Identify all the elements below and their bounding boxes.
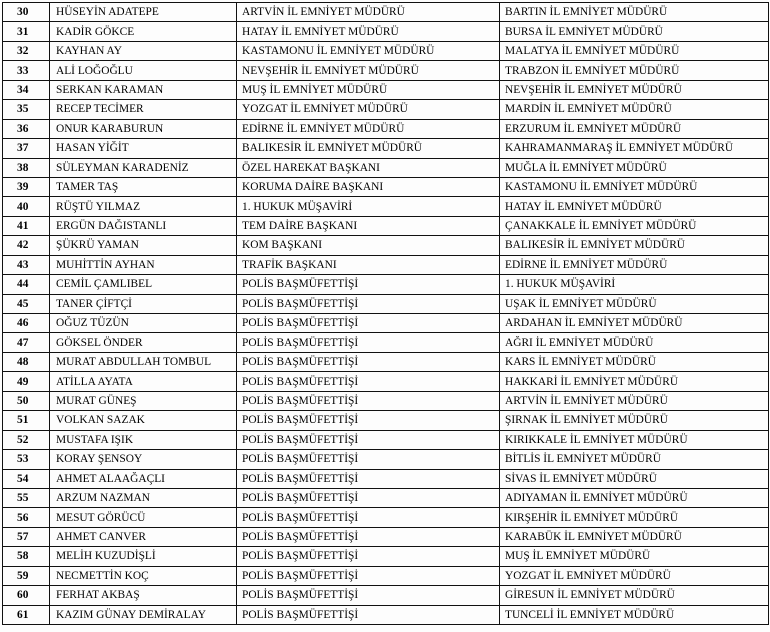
row-number-cell: 57 (3, 527, 50, 546)
new-post-cell: EDİRNE İL EMNİYET MÜDÜRÜ (500, 255, 769, 274)
current-post-cell: POLİS BAŞMÜFETTİŞİ (237, 488, 500, 507)
current-post-cell: POLİS BAŞMÜFETTİŞİ (237, 450, 500, 469)
person-name-cell: MUSTAFA IŞIK (50, 430, 237, 449)
current-post-cell: ARTVİN İL EMNİYET MÜDÜRÜ (237, 3, 500, 22)
table-row (3, 411, 769, 430)
row-number-cell: 45 (3, 294, 50, 313)
new-post-cell: KASTAMONU İL EMNİYET MÜDÜRÜ (500, 177, 769, 196)
row-number-cell: 30 (3, 3, 50, 22)
person-name-cell: TAMER TAŞ (50, 177, 237, 196)
person-name-cell: KORAY ŞENSOY (50, 450, 237, 469)
row-number-cell: 50 (3, 391, 50, 410)
table-row (3, 566, 769, 585)
new-post-cell: KARS İL EMNİYET MÜDÜRÜ (500, 352, 769, 371)
new-post-cell: MALATYA İL EMNİYET MÜDÜRÜ (500, 41, 769, 60)
table-row (3, 391, 769, 410)
table-row (3, 527, 769, 546)
row-number-cell: 48 (3, 352, 50, 371)
row-number-cell: 31 (3, 22, 50, 41)
person-name-cell: NECMETTİN KOÇ (50, 566, 237, 585)
new-post-cell: KAHRAMANMARAŞ İL EMNİYET MÜDÜRÜ (500, 139, 769, 158)
person-name-cell: MESUT GÖRÜCÜ (50, 508, 237, 527)
person-name-cell: ONUR KARABURUN (50, 119, 237, 138)
row-number-cell: 44 (3, 275, 50, 294)
person-name-cell: KADİR GÖKCE (50, 22, 237, 41)
table-row (3, 139, 769, 158)
current-post-cell: POLİS BAŞMÜFETTİŞİ (237, 333, 500, 352)
new-post-cell: 1. HUKUK MÜŞAVİRİ (500, 275, 769, 294)
table-row (3, 216, 769, 235)
row-number-cell: 60 (3, 586, 50, 605)
new-post-cell: BURSA İL EMNİYET MÜDÜRÜ (500, 22, 769, 41)
table-row (3, 158, 769, 177)
person-name-cell: MELİH KUZUDİŞLİ (50, 547, 237, 566)
new-post-cell: MARDİN İL EMNİYET MÜDÜRÜ (500, 100, 769, 119)
row-number-cell: 51 (3, 411, 50, 430)
table-row (3, 314, 769, 333)
row-number-cell: 54 (3, 469, 50, 488)
row-number-cell: 37 (3, 139, 50, 158)
current-post-cell: EDİRNE İL EMNİYET MÜDÜRÜ (237, 119, 500, 138)
table-row (3, 605, 769, 624)
new-post-cell: TRABZON İL EMNİYET MÜDÜRÜ (500, 61, 769, 80)
current-post-cell: POLİS BAŞMÜFETTİŞİ (237, 527, 500, 546)
row-number-cell: 52 (3, 430, 50, 449)
person-name-cell: RECEP TECİMER (50, 100, 237, 119)
table-row (3, 450, 769, 469)
row-number-cell: 34 (3, 80, 50, 99)
new-post-cell: BİTLİS İL EMNİYET MÜDÜRÜ (500, 450, 769, 469)
person-name-cell: CEMİL ÇAMLIBEL (50, 275, 237, 294)
current-post-cell: MUŞ İL EMNİYET MÜDÜRÜ (237, 80, 500, 99)
new-post-cell: TUNCELİ İL EMNİYET MÜDÜRÜ (500, 605, 769, 624)
new-post-cell: HATAY İL EMNİYET MÜDÜRÜ (500, 197, 769, 216)
new-post-cell: ARTVİN İL EMNİYET MÜDÜRÜ (500, 391, 769, 410)
row-number-cell: 39 (3, 177, 50, 196)
new-post-cell: BALIKESİR İL EMNİYET MÜDÜRÜ (500, 236, 769, 255)
row-number-cell: 61 (3, 605, 50, 624)
current-post-cell: TEM DAİRE BAŞKANI (237, 216, 500, 235)
row-number-cell: 36 (3, 119, 50, 138)
current-post-cell: KOM BAŞKANI (237, 236, 500, 255)
table-row (3, 586, 769, 605)
table-row (3, 430, 769, 449)
current-post-cell: POLİS BAŞMÜFETTİŞİ (237, 411, 500, 430)
table-row (3, 80, 769, 99)
new-post-cell: YOZGAT İL EMNİYET MÜDÜRÜ (500, 566, 769, 585)
current-post-cell: POLİS BAŞMÜFETTİŞİ (237, 469, 500, 488)
new-post-cell: GİRESUN İL EMNİYET MÜDÜRÜ (500, 586, 769, 605)
current-post-cell: KORUMA DAİRE BAŞKANI (237, 177, 500, 196)
table-row (3, 488, 769, 507)
current-post-cell: HATAY İL EMNİYET MÜDÜRÜ (237, 22, 500, 41)
person-name-cell: KAZIM GÜNAY DEMİRALAY (50, 605, 237, 624)
table-row (3, 469, 769, 488)
row-number-cell: 47 (3, 333, 50, 352)
table-row (3, 177, 769, 196)
current-post-cell: POLİS BAŞMÜFETTİŞİ (237, 372, 500, 391)
current-post-cell: POLİS BAŞMÜFETTİŞİ (237, 566, 500, 585)
table-row (3, 294, 769, 313)
row-number-cell: 58 (3, 547, 50, 566)
table-row (3, 352, 769, 371)
current-post-cell: KASTAMONU İL EMNİYET MÜDÜRÜ (237, 41, 500, 60)
new-post-cell: BARTIN İL EMNİYET MÜDÜRÜ (500, 3, 769, 22)
current-post-cell: POLİS BAŞMÜFETTİŞİ (237, 586, 500, 605)
row-number-cell: 59 (3, 566, 50, 585)
row-number-cell: 40 (3, 197, 50, 216)
current-post-cell: POLİS BAŞMÜFETTİŞİ (237, 352, 500, 371)
new-post-cell: HAKKARİ İL EMNİYET MÜDÜRÜ (500, 372, 769, 391)
person-name-cell: VOLKAN SAZAK (50, 411, 237, 430)
table-row (3, 275, 769, 294)
table-row (3, 547, 769, 566)
table-row (3, 41, 769, 60)
table-row (3, 100, 769, 119)
current-post-cell: POLİS BAŞMÜFETTİŞİ (237, 547, 500, 566)
new-post-cell: AĞRI İL EMNİYET MÜDÜRÜ (500, 333, 769, 352)
new-post-cell: KIRŞEHİR İL EMNİYET MÜDÜRÜ (500, 508, 769, 527)
row-number-cell: 56 (3, 508, 50, 527)
person-name-cell: FERHAT AKBAŞ (50, 586, 237, 605)
new-post-cell: ERZURUM İL EMNİYET MÜDÜRÜ (500, 119, 769, 138)
table-body (3, 3, 769, 625)
person-name-cell: TANER ÇİFTÇİ (50, 294, 237, 313)
new-post-cell: ŞIRNAK İL EMNİYET MÜDÜRÜ (500, 411, 769, 430)
person-name-cell: MUHİTTİN AYHAN (50, 255, 237, 274)
appointments-table (2, 2, 769, 625)
current-post-cell: POLİS BAŞMÜFETTİŞİ (237, 294, 500, 313)
row-number-cell: 35 (3, 100, 50, 119)
new-post-cell: MUŞ İL EMNİYET MÜDÜRÜ (500, 547, 769, 566)
current-post-cell: TRAFİK BAŞKANI (237, 255, 500, 274)
new-post-cell: ÇANAKKALE İL EMNİYET MÜDÜRÜ (500, 216, 769, 235)
current-post-cell: POLİS BAŞMÜFETTİŞİ (237, 275, 500, 294)
table-row (3, 197, 769, 216)
current-post-cell: ÖZEL HAREKAT BAŞKANI (237, 158, 500, 177)
person-name-cell: HÜSEYİN ADATEPE (50, 3, 237, 22)
person-name-cell: ALİ LOĞOĞLU (50, 61, 237, 80)
current-post-cell: POLİS BAŞMÜFETTİŞİ (237, 391, 500, 410)
new-post-cell: MUĞLA İL EMNİYET MÜDÜRÜ (500, 158, 769, 177)
person-name-cell: GÖKSEL ÖNDER (50, 333, 237, 352)
new-post-cell: ADIYAMAN İL EMNİYET MÜDÜRÜ (500, 488, 769, 507)
row-number-cell: 55 (3, 488, 50, 507)
person-name-cell: MURAT ABDULLAH TOMBUL (50, 352, 237, 371)
person-name-cell: AHMET ALAAĞAÇLI (50, 469, 237, 488)
row-number-cell: 41 (3, 216, 50, 235)
new-post-cell: SİVAS İL EMNİYET MÜDÜRÜ (500, 469, 769, 488)
row-number-cell: 38 (3, 158, 50, 177)
row-number-cell: 32 (3, 41, 50, 60)
current-post-cell: 1. HUKUK MÜŞAVİRİ (237, 197, 500, 216)
person-name-cell: MURAT GÜNEŞ (50, 391, 237, 410)
person-name-cell: SÜLEYMAN KARADENİZ (50, 158, 237, 177)
table-row (3, 119, 769, 138)
person-name-cell: ATİLLA AYATA (50, 372, 237, 391)
person-name-cell: HASAN YİĞİT (50, 139, 237, 158)
row-number-cell: 43 (3, 255, 50, 274)
person-name-cell: KAYHAN AY (50, 41, 237, 60)
person-name-cell: RÜŞTÜ YILMAZ (50, 197, 237, 216)
table-row (3, 61, 769, 80)
current-post-cell: YOZGAT İL EMNİYET MÜDÜRÜ (237, 100, 500, 119)
table-row (3, 3, 769, 22)
new-post-cell: NEVŞEHİR İL EMNİYET MÜDÜRÜ (500, 80, 769, 99)
current-post-cell: POLİS BAŞMÜFETTİŞİ (237, 430, 500, 449)
person-name-cell: AHMET CANVER (50, 527, 237, 546)
person-name-cell: OĞUZ TÜZÜN (50, 314, 237, 333)
person-name-cell: SERKAN KARAMAN (50, 80, 237, 99)
row-number-cell: 42 (3, 236, 50, 255)
table-row (3, 236, 769, 255)
current-post-cell: NEVŞEHİR İL EMNİYET MÜDÜRÜ (237, 61, 500, 80)
table-row (3, 22, 769, 41)
current-post-cell: POLİS BAŞMÜFETTİŞİ (237, 314, 500, 333)
new-post-cell: KIRIKKALE İL EMNİYET MÜDÜRÜ (500, 430, 769, 449)
row-number-cell: 49 (3, 372, 50, 391)
person-name-cell: ERGÜN DAĞISTANLI (50, 216, 237, 235)
person-name-cell: ŞÜKRÜ YAMAN (50, 236, 237, 255)
person-name-cell: ARZUM NAZMAN (50, 488, 237, 507)
new-post-cell: ARDAHAN İL EMNİYET MÜDÜRÜ (500, 314, 769, 333)
table-row (3, 255, 769, 274)
table-row (3, 508, 769, 527)
current-post-cell: POLİS BAŞMÜFETTİŞİ (237, 508, 500, 527)
row-number-cell: 53 (3, 450, 50, 469)
table-row (3, 333, 769, 352)
row-number-cell: 33 (3, 61, 50, 80)
current-post-cell: BALIKESİR İL EMNİYET MÜDÜRÜ (237, 139, 500, 158)
new-post-cell: UŞAK İL EMNİYET MÜDÜRÜ (500, 294, 769, 313)
new-post-cell: KARABÜK İL EMNİYET MÜDÜRÜ (500, 527, 769, 546)
table-row (3, 372, 769, 391)
current-post-cell: POLİS BAŞMÜFETTİŞİ (237, 605, 500, 624)
row-number-cell: 46 (3, 314, 50, 333)
